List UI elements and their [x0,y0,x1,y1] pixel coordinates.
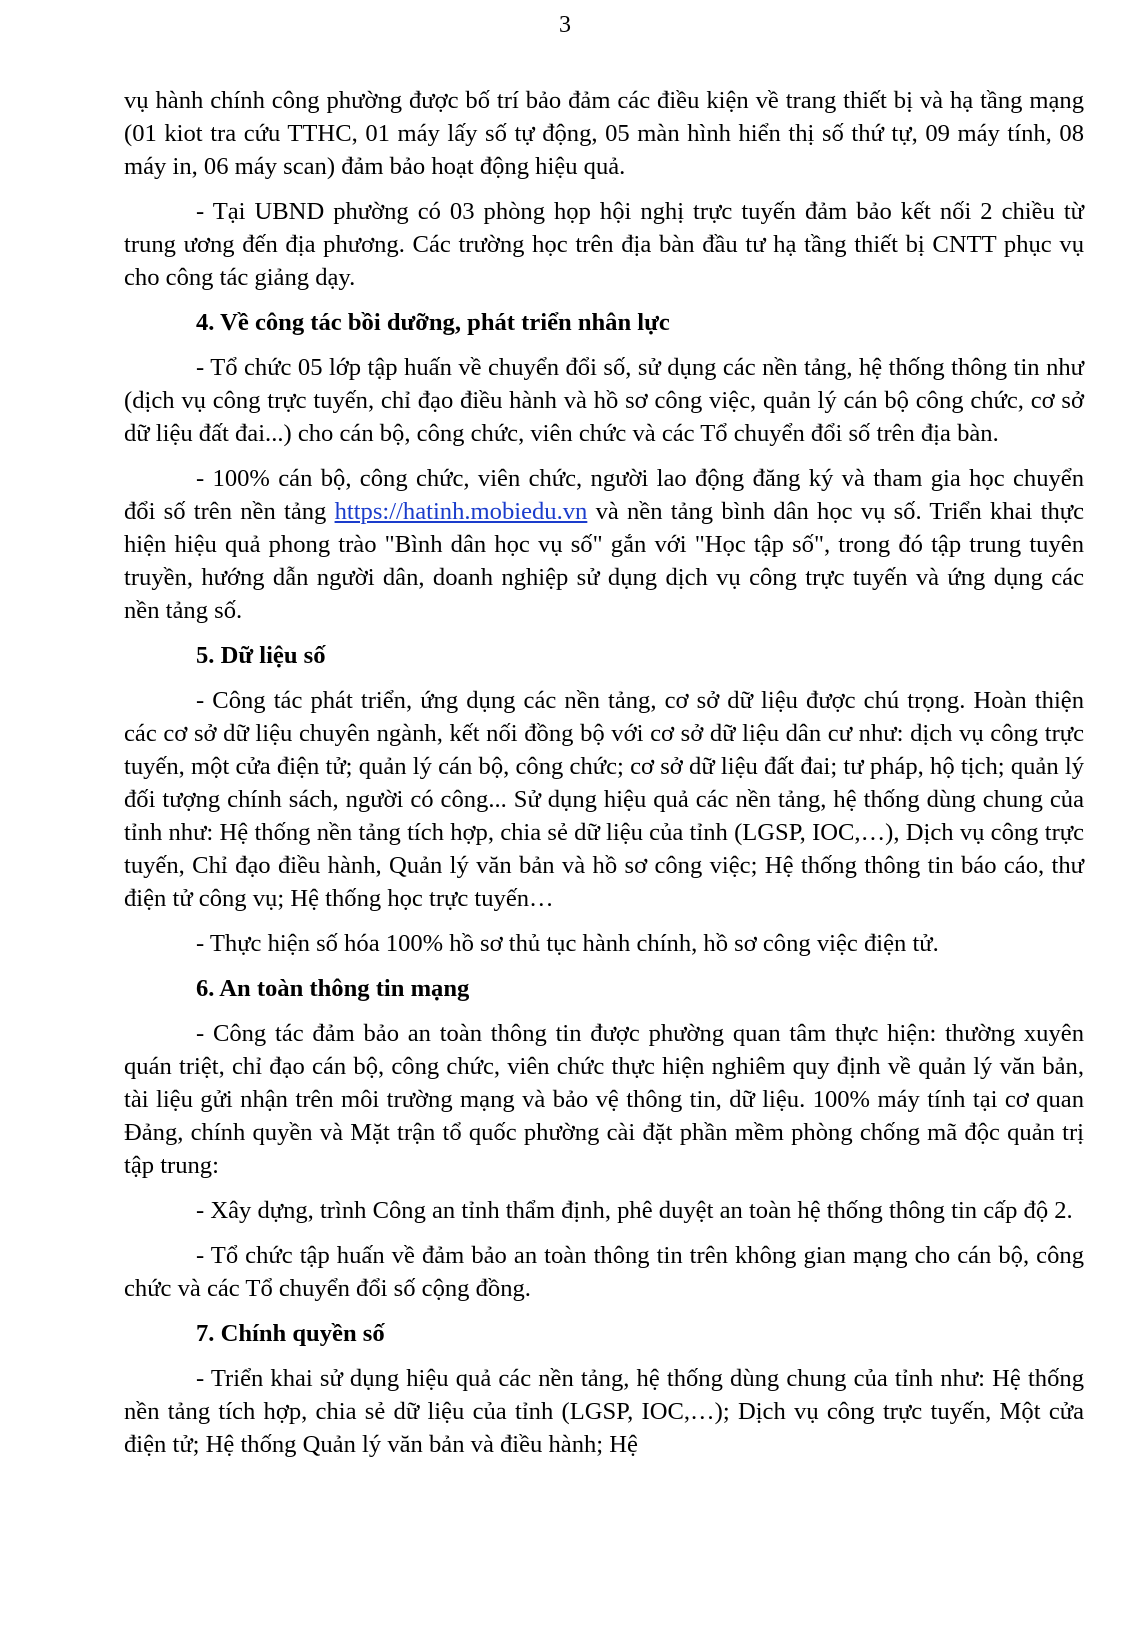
page-number: 3 [559,12,571,38]
section-6-paragraph-3: - Tổ chức tập huấn về đảm bảo an toàn thông tin trên không gian mạng cho cán bộ, công chức và các Tổ chuyển đổi số cộng đồng. [124,1242,1084,1302]
section-7-paragraph-1: - Triển khai sử dụng hiệu quả các nền tảng, hệ thống dùng chung của tỉnh như: Hệ thống nền tảng tích hợp, chia sẻ dữ liệu của tỉnh (LGSP, IOC,…); Dịch vụ công trực tuyến, Một cửa điện tử; Hệ thống Quản lý văn bản và điều hành; Hệ [124,1365,1084,1458]
document-body [124,84,1084,1473]
section-4-paragraph-1: - Tổ chức 05 lớp tập huấn về chuyển đổi số, sử dụng các nền tảng, hệ thống thông tin như (dịch vụ công trực tuyến, chỉ đạo điều hành và hồ sơ công việc, quản lý cán bộ công chức, cơ sở dữ liệu đất đai...) cho cán bộ, công chức, viên chức và các Tổ chuyển đổi số trên địa bàn. [124,354,1084,447]
intro-paragraph-2: - Tại UBND phường có 03 phòng họp hội nghị trực tuyến đảm bảo kết nối 2 chiều từ trung ương đến địa phương. Các trường học trên địa bàn đầu tư hạ tầng thiết bị CNTT phục vụ cho công tác giảng dạy. [124,198,1084,291]
section-4-paragraph-2 [124,462,1084,627]
intro-paragraph: vụ hành chính công phường được bố trí bảo đảm các điều kiện về trang thiết bị và hạ tầng mạng (01 kiot tra cứu TTHC, 01 máy lấy số tự động, 05 màn hình hiển thị số thứ tự, 09 máy tính, 08 máy in, 06 máy scan) đảm bảo hoạt động hiệu quả. [124,87,1084,180]
section-6-paragraph-1: - Công tác đảm bảo an toàn thông tin được phường quan tâm thực hiện: thường xuyên quán triệt, chỉ đạo cán bộ, công chức, viên chức thực hiện nghiêm quy định về quản lý văn bản, tài liệu gửi nhận trên môi trường mạng và bảo vệ thông tin, dữ liệu. 100% máy tính tại cơ quan Đảng, chính quyền và Mặt trận tổ quốc phường cài đặt phần mềm phòng chống mã độc quản trị tập trung: [124,1020,1084,1179]
section-6-heading: 6. An toàn thông tin mạng [196,975,470,1002]
section-5-paragraph-1: - Công tác phát triển, ứng dụng các nền tảng, cơ sở dữ liệu được chú trọng. Hoàn thiện các cơ sở dữ liệu chuyên ngành, kết nối đồng bộ với cơ sở dữ liệu dân cư như: dịch vụ công trực tuyến, một cửa điện tử; quản lý cán bộ, công chức; cơ sở dữ liệu đất đai; tư pháp, hộ tịch; quản lý đối tượng chính sách, người có công... Sử dụng hiệu quả các nền tảng, hệ thống dùng chung của tỉnh như: Hệ thống nền tảng tích hợp, chia sẻ dữ liệu của tỉnh (LGSP, IOC,…), Dịch vụ công trực tuyến, Chỉ đạo điều hành, Quản lý văn bản và hồ sơ công việc; Hệ thống thông tin báo cáo, thư điện tử công vụ; Hệ thống học trực tuyến… [124,687,1084,912]
section-4-paragraph-2-end: và nền tảng bình dân học vụ số. Triển khai thực hiện hiệu quả phong trào "Bình dân học vụ số" gắn với "Học tập số", trong đó tập trung tuyên truyền, hướng dẫn người dân, doanh nghiệp sử dụng dịch vụ công trực tuyến và ứng dụng các nền tảng số. [124,498,1085,624]
section-4-paragraph-2-start: - 100% cán bộ, công chức, viên chức, người lao động đăng ký và tham gia học chuyển đổi số trên nền tảng [124,465,1084,525]
section-4-heading: 4. Về công tác bồi dưỡng, phát triển nhân lực [196,309,670,336]
section-7-heading: 7. Chính quyền số [196,1320,385,1347]
section-6-paragraph-2: - Xây dựng, trình Công an tỉnh thẩm định, phê duyệt an toàn hệ thống thông tin cấp độ 2. [196,1197,1073,1224]
section-5-heading: 5. Dữ liệu số [196,642,326,669]
section-5-paragraph-2: - Thực hiện số hóa 100% hồ sơ thủ tục hành chính, hồ sơ công việc điện tử. [196,930,939,957]
mobiedu-link[interactable]: https://hatinh.mobiedu.vn [334,498,588,525]
